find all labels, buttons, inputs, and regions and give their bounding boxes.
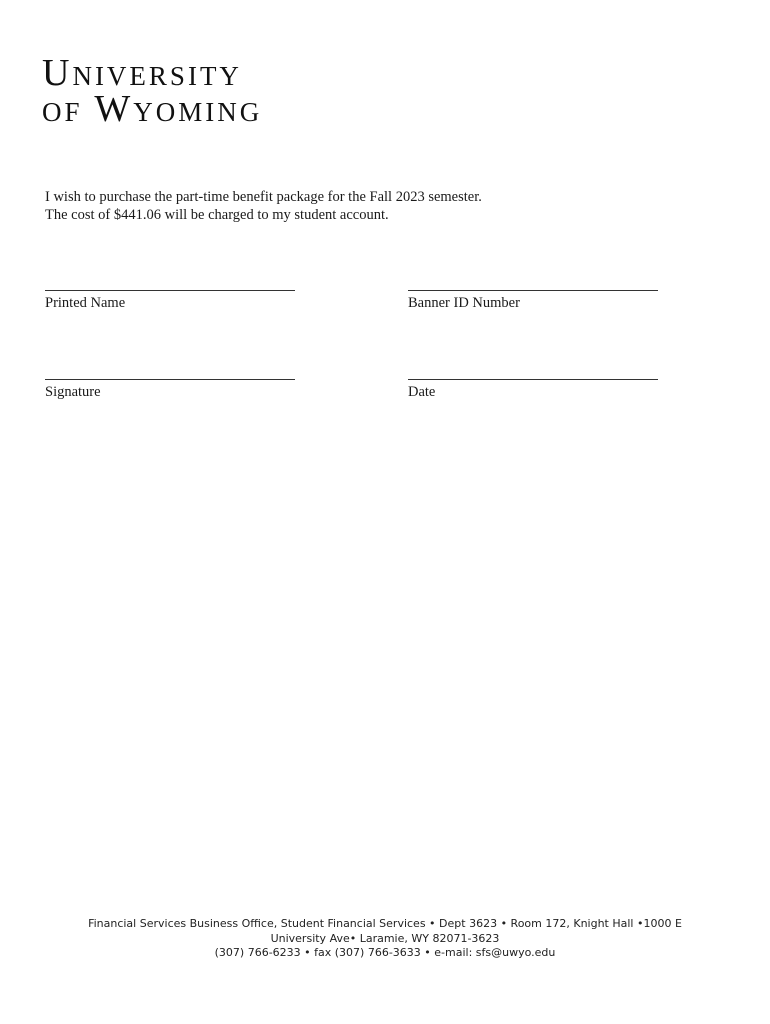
banner-id-label: Banner ID Number: [408, 295, 520, 311]
banner-id-field: [408, 290, 658, 312]
footer-line-2: University Ave• Laramie, WY 82071-3623: [270, 931, 500, 945]
printed-name-line: [45, 290, 295, 291]
signature-field: [45, 379, 295, 401]
footer-line-1: Financial Services Business Office, Student Financial Services • Dept 3623 • Room 172, Knight Hall •1000 E: [88, 917, 682, 930]
banner-id-line: [408, 290, 658, 291]
signature-label: Signature: [45, 384, 101, 400]
date-label: Date: [408, 384, 436, 400]
purchase-statement: [45, 188, 482, 224]
date-line: [408, 379, 658, 380]
logo-line-university: University: [42, 52, 242, 94]
printed-name-label: Printed Name: [45, 295, 126, 311]
printed-name-field: [45, 290, 295, 312]
office-contact-footer: [0, 917, 770, 961]
date-field: [408, 379, 658, 401]
signature-line: [45, 379, 295, 380]
logo-line-of-wyoming: of Wyoming: [42, 88, 263, 130]
university-logo: [42, 52, 263, 130]
footer-line-3: (307) 766-6233 • fax (307) 766-3633 • e-mail: sfs@uwyo.edu: [214, 946, 556, 959]
statement-line-2: The cost of $441.06 will be charged to my student account.: [45, 207, 389, 223]
statement-line-1: I wish to purchase the part-time benefit package for the Fall 2023 semester.: [45, 189, 482, 205]
